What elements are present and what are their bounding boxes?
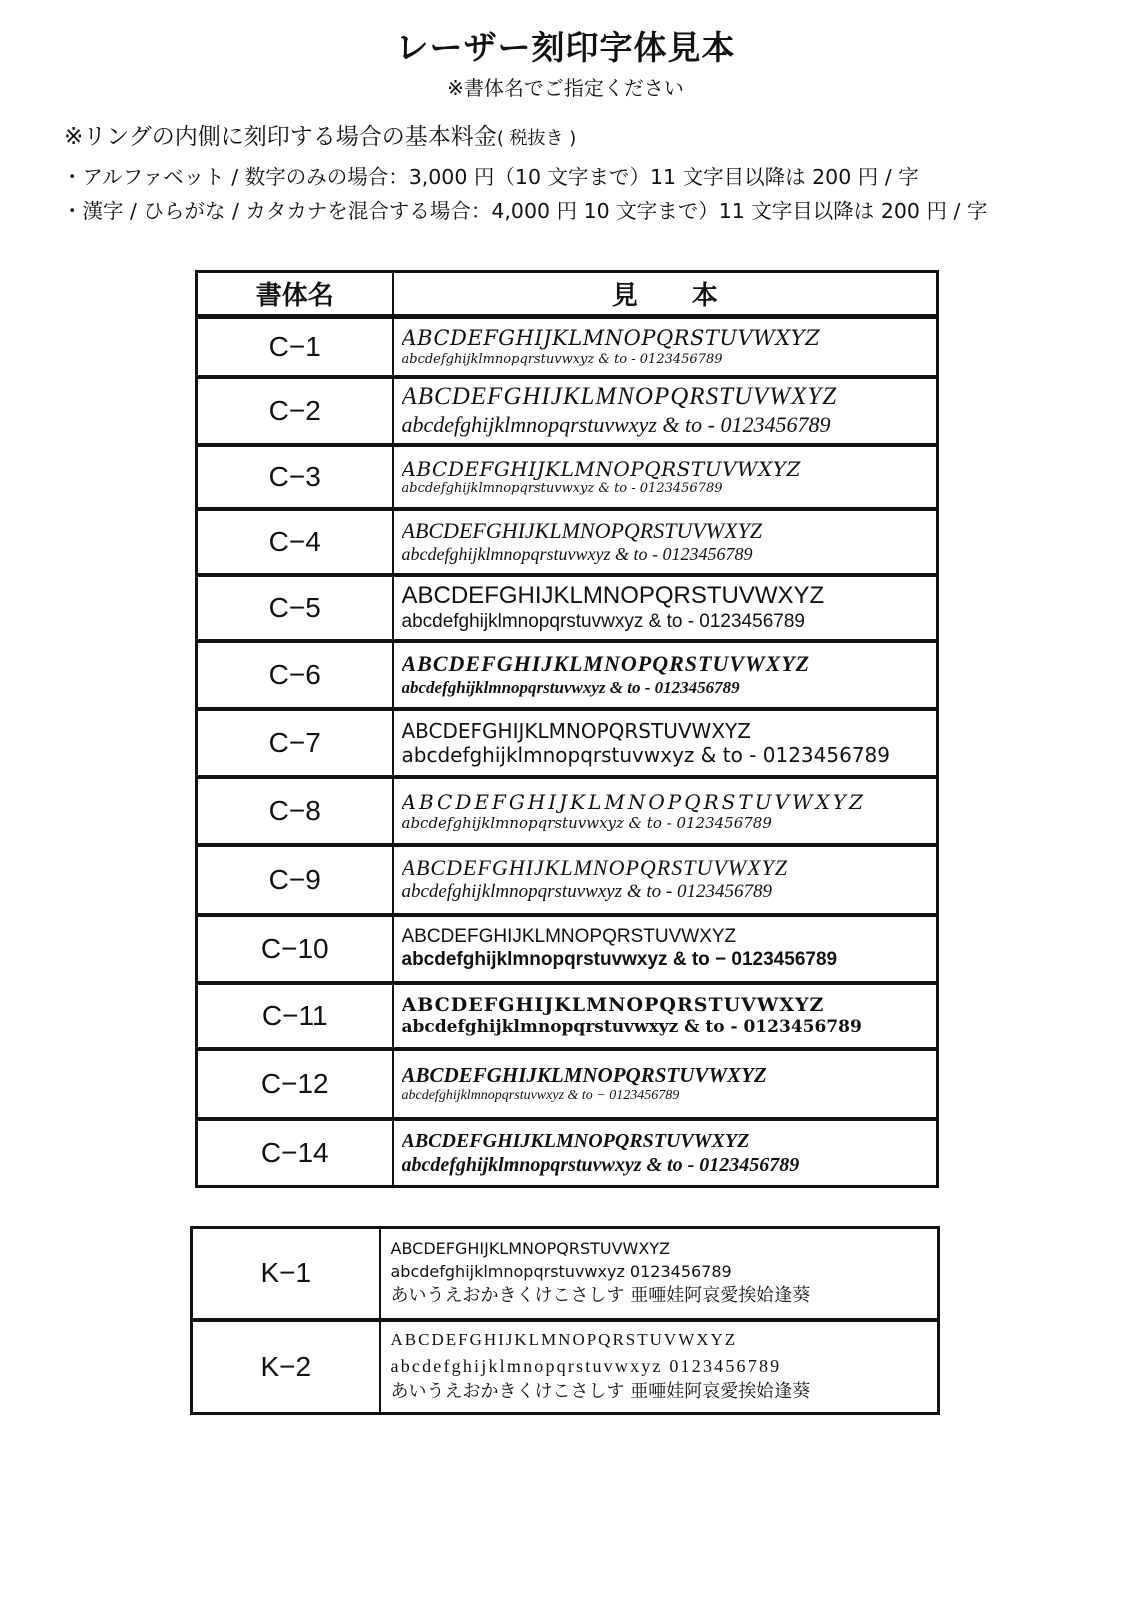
font-name: C−2 bbox=[197, 377, 393, 445]
sample-lowercase: abcdefghijklmnopqrstuvwxyz & to - 0123456789 bbox=[401, 881, 772, 903]
font-name: C−7 bbox=[197, 709, 393, 777]
sample-uppercase: ABCDEFGHIJKLMNOPQRSTUVWXYZ bbox=[401, 1062, 767, 1087]
sample-lowercase: abcdefghijklmnopqrstuvwxyz & to - 0123456789 bbox=[401, 742, 890, 767]
sample-japanese: あいうえおかきくけこさしす 亜唖娃阿哀愛挨姶逢葵 bbox=[390, 1381, 811, 1403]
font-row-c11 bbox=[197, 983, 938, 1049]
sample-uppercase: ABCDEFGHIJKLMNOPQRSTUVWXYZ bbox=[401, 383, 838, 411]
sample-uppercase: ABCDEFGHIJKLMNOPQRSTUVWXYZ bbox=[401, 925, 737, 947]
font-name: C−5 bbox=[197, 575, 393, 641]
sample-lowercase: abcdefghijklmnopqrstuvwxyz & to - 0123456789 bbox=[401, 412, 831, 438]
font-name: C−10 bbox=[197, 915, 393, 983]
table-header-row bbox=[197, 272, 938, 317]
sample-japanese: あいうえおかきくけこさしす 亜唖娃阿哀愛挨姶逢葵 bbox=[390, 1285, 811, 1307]
sample-lowercase: abcdefghijklmnopqrstuvwxyz & to - 0123456789 bbox=[401, 480, 723, 496]
font-sample bbox=[393, 915, 938, 983]
font-name: C−1 bbox=[197, 317, 393, 377]
sample-lowercase: abcdefghijklmnopqrstuvwxyz & to - 0123456789 bbox=[401, 610, 805, 632]
font-row-c14 bbox=[197, 1119, 938, 1187]
font-sample bbox=[380, 1228, 939, 1320]
header-sample bbox=[393, 272, 938, 317]
sample-lowercase: abcdefghijklmnopqrstuvwxyz & to - 0123456789 bbox=[401, 1016, 862, 1037]
sample-uppercase: ABCDEFGHIJKLMNOPQRSTUVWXYZ bbox=[401, 854, 789, 880]
font-row-c6 bbox=[197, 641, 938, 709]
sample-uppercase: ABCDEFGHIJKLMNOPQRSTUVWXYZ bbox=[390, 1330, 738, 1350]
font-sample bbox=[393, 983, 938, 1049]
sample-uppercase: ABCDEFGHIJKLMNOPQRSTUVWXYZ bbox=[401, 789, 866, 814]
header-sample-label: 見本 bbox=[611, 281, 772, 311]
font-row-c4 bbox=[197, 509, 938, 575]
sample-uppercase: ABCDEFGHIJKLMNOPQRSTUVWXYZ bbox=[401, 993, 825, 1016]
font-row-c5 bbox=[197, 575, 938, 641]
font-sample bbox=[393, 377, 938, 445]
pricing-heading-note: ( 税抜き ) bbox=[496, 128, 577, 149]
header-font-name: 書体名 bbox=[197, 272, 393, 317]
font-sample bbox=[393, 1049, 938, 1119]
font-row-c12 bbox=[197, 1049, 938, 1119]
font-name: C−9 bbox=[197, 845, 393, 915]
font-sample bbox=[393, 641, 938, 709]
font-row-c8 bbox=[197, 777, 938, 845]
font-row-k2 bbox=[192, 1320, 939, 1414]
page-subtitle: ※書体名でご指定ください bbox=[447, 76, 684, 100]
pricing-line-alphanumeric: ・アルファベット / 数字のみの場合：3,000 円（10 文字まで）11 文字目以降は 200 円 / 字 bbox=[62, 165, 919, 189]
font-row-c10 bbox=[197, 915, 938, 983]
font-sample bbox=[380, 1320, 939, 1414]
font-name: C−12 bbox=[197, 1049, 393, 1119]
page-title: レーザー刻印字体見本 bbox=[395, 28, 736, 67]
font-sample bbox=[393, 575, 938, 641]
font-row-c2 bbox=[197, 377, 938, 445]
font-sample bbox=[393, 709, 938, 777]
font-sample bbox=[393, 317, 938, 377]
sample-uppercase: ABCDEFGHIJKLMNOPQRSTUVWXYZ bbox=[401, 1129, 750, 1152]
sample-uppercase: ABCDEFGHIJKLMNOPQRSTUVWXYZ bbox=[401, 651, 811, 677]
font-row-c1 bbox=[197, 317, 938, 377]
font-row-c9 bbox=[197, 845, 938, 915]
font-sample bbox=[393, 777, 938, 845]
font-name: C−8 bbox=[197, 777, 393, 845]
sample-uppercase: ABCDEFGHIJKLMNOPQRSTUVWXYZ bbox=[401, 517, 763, 543]
pricing-line-kanji: ・漢字 / ひらがな / カタカナを混合する場合：4,000 円 10 文字まで）11 文字目以降は 200 円 / 字 bbox=[62, 199, 988, 223]
font-sample-table-k bbox=[190, 1226, 940, 1415]
sample-uppercase: ABCDEFGHIJKLMNOPQRSTUVWXYZ bbox=[401, 456, 801, 481]
pricing-heading bbox=[64, 118, 576, 151]
font-row-k1 bbox=[192, 1228, 939, 1320]
font-sample bbox=[393, 1119, 938, 1187]
sample-lowercase: abcdefghijklmnopqrstuvwxyz & to - 0123456789 bbox=[401, 677, 740, 697]
font-sample bbox=[393, 845, 938, 915]
sample-uppercase: ABCDEFGHIJKLMNOPQRSTUVWXYZ bbox=[401, 718, 751, 743]
font-name: C−14 bbox=[197, 1119, 393, 1187]
font-row-c3 bbox=[197, 445, 938, 509]
font-sample bbox=[393, 509, 938, 575]
font-name: C−11 bbox=[197, 983, 393, 1049]
font-sample bbox=[393, 445, 938, 509]
sample-uppercase: ABCDEFGHIJKLMNOPQRSTUVWXYZ bbox=[401, 326, 821, 351]
sample-lowercase: abcdefghijklmnopqrstuvwxyz 0123456789 bbox=[390, 1355, 782, 1376]
sample-lowercase: abcdefghijklmnopqrstuvwxyz & to - 0123456789 bbox=[401, 543, 753, 564]
font-sample-table-c bbox=[195, 270, 939, 1188]
font-name: C−6 bbox=[197, 641, 393, 709]
font-name: C−3 bbox=[197, 445, 393, 509]
sample-lowercase: abcdefghijklmnopqrstuvwxyz 0123456789 bbox=[390, 1262, 732, 1282]
sample-uppercase: ABCDEFGHIJKLMNOPQRSTUVWXYZ bbox=[401, 581, 825, 609]
sample-lowercase: abcdefghijklmnopqrstuvwxyz & to - 0123456789 bbox=[401, 813, 772, 832]
pricing-heading-text: ※リングの内側に刻印する場合の基本料金 bbox=[64, 124, 497, 150]
sample-lowercase: abcdefghijklmnopqrstuvwxyz & to - 0123456789 bbox=[401, 1153, 800, 1176]
sample-lowercase: abcdefghijklmnopqrstuvwxyz & to - 0123456789 bbox=[401, 351, 723, 367]
font-row-c7 bbox=[197, 709, 938, 777]
font-name: K−2 bbox=[192, 1320, 380, 1414]
sample-uppercase: ABCDEFGHIJKLMNOPQRSTUVWXYZ bbox=[390, 1239, 671, 1259]
font-name: K−1 bbox=[192, 1228, 380, 1320]
sample-lowercase: abcdefghijklmnopqrstuvwxyz & to − 0123456789 bbox=[401, 948, 838, 970]
font-name: C−4 bbox=[197, 509, 393, 575]
sample-lowercase: abcdefghijklmnopqrstuvwxyz & to − 0123456789 bbox=[401, 1087, 680, 1103]
